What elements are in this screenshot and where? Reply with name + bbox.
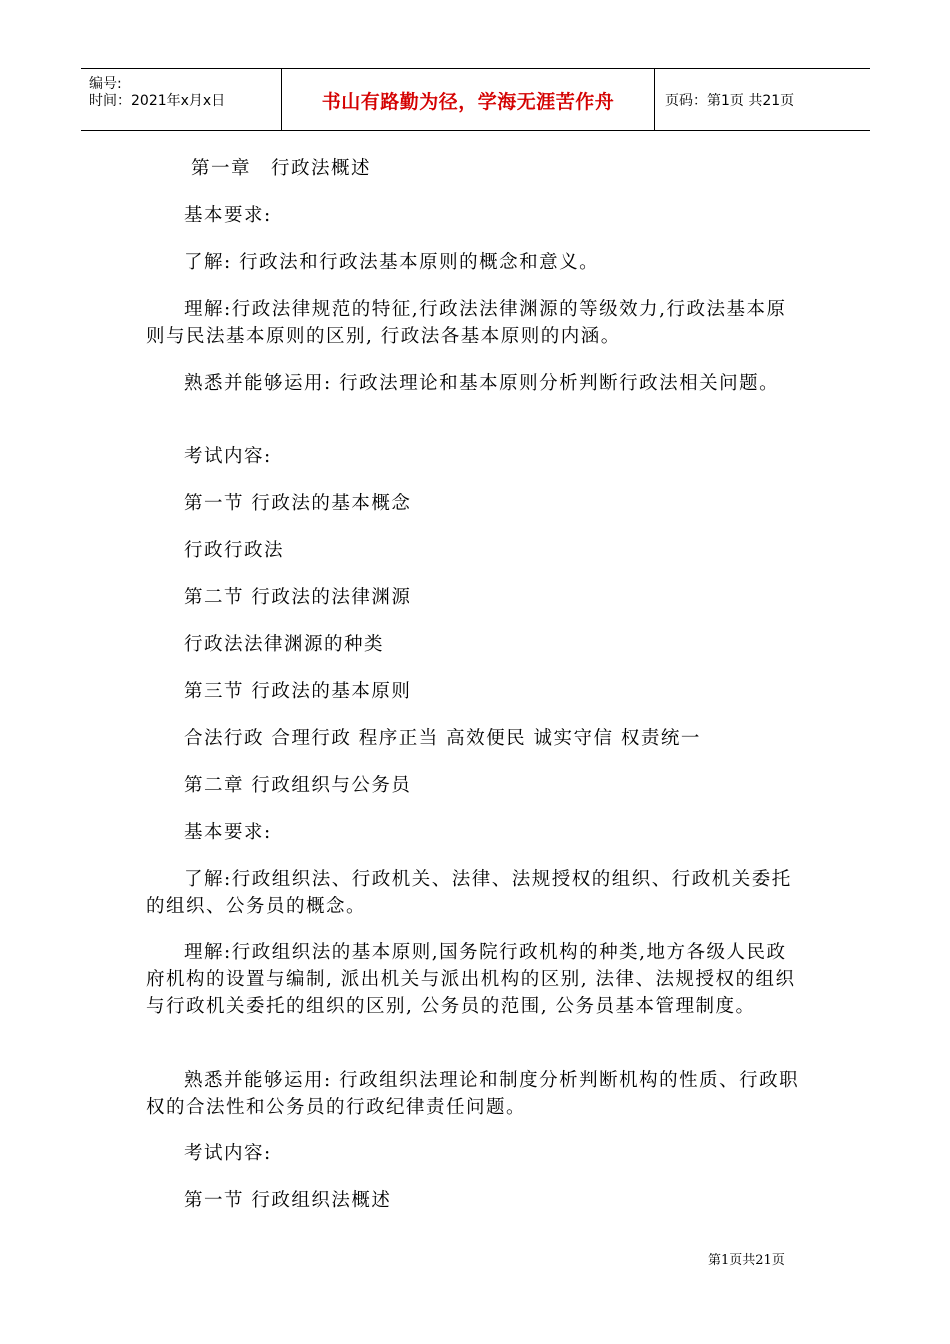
chapter-title: 第一章 行政法概述 xyxy=(191,158,372,179)
section-heading: 第一节 行政法的基本概念 xyxy=(184,493,412,514)
header-page-cell xyxy=(655,69,870,130)
number-label: 编号: xyxy=(89,76,122,92)
section-heading: 第三节 行政法的基本原则 xyxy=(184,681,412,702)
section-heading: 第一节 行政组织法概述 xyxy=(184,1190,392,1211)
header-page-number: 页码：第1页 共21页 xyxy=(665,93,795,109)
paragraph: 理解:行政组织法的基本原则,国务院行政机构的种类,地方各级人民政府机构的设置与编制, 派出机关与派出机构的区别, 法律、法规授权的组织与行政机关委托的组织的区别, 公务员的范围, 公务员基本管理制度。 xyxy=(146,942,796,1017)
paragraph: 基本要求: xyxy=(184,822,272,843)
paragraph: 熟悉并能够运用: 行政组织法理论和制度分析判断机构的性质、行政职权的合法性和公务员的行政纪律责任问题。 xyxy=(146,1070,800,1118)
motto: 书山有路勤为径，学海无涯苦作舟 xyxy=(321,91,615,113)
header-info-cell xyxy=(81,69,282,130)
paragraph: 合法行政 合理行政 程序正当 高效便民 诚实守信 权责统一 xyxy=(184,728,701,749)
paragraph: 理解:行政法律规范的特征,行政法法律渊源的等级效力,行政法基本原则与民法基本原则的区别, 行政法各基本原则的内涵。 xyxy=(146,299,787,347)
paragraph: 熟悉并能够运用: 行政法理论和基本原则分析判断行政法相关问题。 xyxy=(184,373,780,394)
paragraph: 了解:行政组织法、行政机关、法律、法规授权的组织、行政机关委托的组织、公务员的概念。 xyxy=(146,869,792,917)
paragraph: 行政行政法 xyxy=(184,540,285,561)
chapter-title: 第二章 行政组织与公务员 xyxy=(184,775,412,796)
time-label: 时间：2021年x月x日 xyxy=(89,93,226,109)
paragraph: 考试内容: xyxy=(184,1143,272,1164)
paragraph: 了解: 行政法和行政法基本原则的概念和意义。 xyxy=(184,252,600,273)
paragraph: 基本要求: xyxy=(184,205,272,226)
paragraph: 行政法法律渊源的种类 xyxy=(184,634,385,655)
header-motto-cell xyxy=(282,69,655,130)
page-header xyxy=(81,68,870,131)
paragraph: 考试内容: xyxy=(184,446,272,467)
footer-page-number: 第1页共21页 xyxy=(708,1253,785,1268)
section-heading: 第二节 行政法的法律渊源 xyxy=(184,587,412,608)
